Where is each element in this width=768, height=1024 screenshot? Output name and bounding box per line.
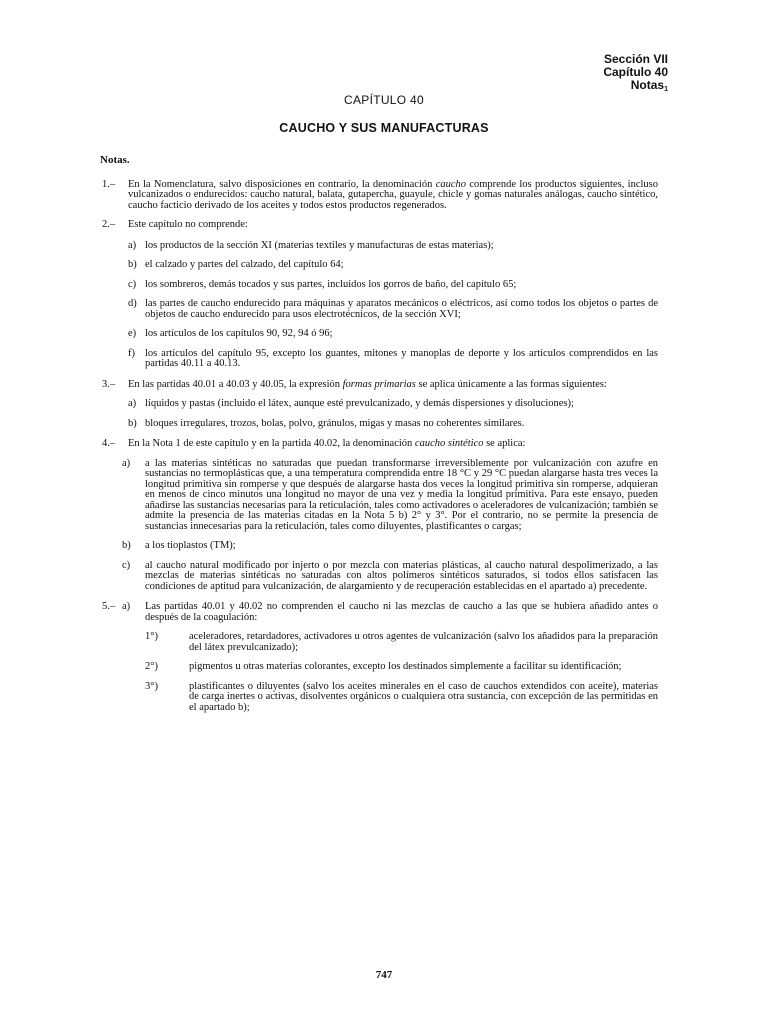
item-letter: c) <box>128 278 137 290</box>
note-3 <box>100 380 658 391</box>
list-item <box>100 459 658 533</box>
note-emphasis: caucho <box>435 178 467 190</box>
header-chapter: Capítulo 40 <box>603 65 668 79</box>
note-text: Las partidas 40.01 y 40.02 no comprenden el caucho ni las mezclas de caucho a las que se hubiera añadido antes o después de la coagulación: <box>145 601 658 623</box>
note-number: 1.– <box>102 178 116 190</box>
item-text: a las materias sintéticas no saturadas que puedan transformarse irreversiblemente por vulcanización con azufre en sustancias no termoplásticas que, a una temperatura comprendida entre 18 °C y 29 °C puedan alargarse hasta tres veces la longitud primitiva sin romperse y que después de alargarse hasta dos veces la longitud primitiva sin romperse, adquieran en menos de cinco minutos una longitud no mayor de una vez y media la longitud primitiva. Para este ensayo, pueden añadirse las sustancias necesarias para la reticulación, tales como activadores o aceleradores de vulcanización; también se admite la presencia de las materias citadas en la Nota 5 b) 2° y 3°. Por el contrario, no se permite la presencia de sustancias innecesarias para la reticulación, tales como diluyentes, plastificantes o cargas; <box>145 457 658 532</box>
note-number: 5.– <box>102 601 116 612</box>
list-item <box>128 419 658 430</box>
item-text: al caucho natural modificado por injerto o por mezcla con materias plásticas, al caucho natural despolimerizado, a las mezclas de materias sintéticas no saturadas con altos polímeros sintéticos saturados, si todos ellos satisfacen las condiciones de aptitud para vulcanización, de alargamiento y de recuperación establecidas en el apartado a) precedente. <box>145 559 658 592</box>
item-text: las partes de caucho endurecido para máquinas y aparatos mecánicos o eléctricos, así como todos los objetos o partes de objetos de caucho endurecido para usos electrotécnicos, de la sección XVI; <box>145 298 658 320</box>
note-5 <box>100 602 658 623</box>
item-text: el calzado y partes del calzado, del capítulo 64; <box>145 259 344 270</box>
list-item <box>128 299 658 320</box>
chapter-label: CAPÍTULO 40 <box>344 93 424 107</box>
list-item <box>128 241 658 252</box>
item-text: aceleradores, retardadores, activadores u otros agentes de vulcanización (salvo los añadidos para la preparación del látex prevulcanizado); <box>189 631 658 653</box>
list-item <box>145 682 658 714</box>
list-item <box>100 561 658 593</box>
note-text: En la Nota 1 de este capítulo y en la partida 40.02, la denominación caucho sintético se aplica: <box>128 438 526 449</box>
item-letter: b) <box>128 417 137 429</box>
item-ordinal: 2°) <box>145 661 158 672</box>
running-header <box>603 53 668 96</box>
note-text: En la Nomenclatura, salvo disposiciones en contrario, la denominación caucho comprende los productos siguientes, incluso vulcanizados o endurecidos: caucho natural, balata, gutapercha, guayule, chicle y gomas naturales análogas, caucho sintético, caucho facticio derivado de los aceites y todos estos productos regenerados. <box>128 178 658 211</box>
item-text: los productos de la sección XI (materias textiles y manufacturas de estas materias); <box>145 239 494 251</box>
note-number: 2.– <box>102 219 116 230</box>
list-item <box>100 541 658 552</box>
item-letter: b) <box>128 259 137 270</box>
note-text: Este capítulo no comprende: <box>128 219 248 230</box>
item-text: los sombreros, demás tocados y sus partes, incluidos los gorros de baño, del capítulo 65; <box>145 278 517 290</box>
item-text: bloques irregulares, trozos, bolas, polvo, gránulos, migas y masas no coherentes similares. <box>145 417 525 429</box>
note-number: 3.– <box>102 378 116 390</box>
item-letter: e) <box>128 328 137 339</box>
list-item <box>128 280 658 291</box>
header-notes-subscript: 1 <box>664 86 668 93</box>
item-letter: a) <box>128 239 137 251</box>
note-4 <box>100 439 658 450</box>
item-text: líquidos y pastas (incluido el látex, aunque esté prevulcanizado, y demás dispersiones y disoluciones); <box>145 398 574 409</box>
item-letter: c) <box>122 559 131 571</box>
item-text: plastificantes o diluyentes (salvo los aceites minerales en el caso de cauchos extendidos con aceite), materias de carga inertes o activas, disolventes orgánicos o cualquiera otra sustancia, con excepción de las permitidas en el apartado b); <box>189 680 658 713</box>
list-item <box>128 349 658 370</box>
note-text: En las partidas 40.01 a 40.03 y 40.05, la expresión formas primarias se aplica únicamente a las formas siguientes: <box>128 378 607 390</box>
item-letter: f) <box>128 347 135 359</box>
list-item <box>128 399 658 410</box>
header-notes: Notas$_1$ <box>630 78 668 93</box>
note-number: 4.– <box>102 438 116 449</box>
list-item <box>145 632 658 653</box>
item-text: pigmentos u otras materias colorantes, excepto los destinados simplemente a facilitar su identificación; <box>189 661 622 672</box>
note-emphasis: caucho sintético <box>414 438 484 449</box>
header-section: Sección VII <box>603 52 668 66</box>
item-text: los artículos del capítulo 95, excepto los guantes, mitones y manoplas de deporte y los artículos comprendidos en las partidas 40.11 a 40.13. <box>145 347 658 369</box>
notes-body <box>100 155 658 713</box>
item-ordinal: 1°) <box>145 631 158 642</box>
item-letter: a) <box>122 601 131 612</box>
chapter-title: CAUCHO Y SUS MANUFACTURAS <box>279 121 489 135</box>
item-ordinal: 3°) <box>145 680 158 692</box>
list-item <box>128 260 658 271</box>
list-item <box>128 329 658 340</box>
list-item <box>145 662 658 673</box>
note-emphasis: formas primarias <box>342 378 416 390</box>
item-letter: d) <box>128 298 137 309</box>
item-letter: a) <box>122 457 131 469</box>
notes-heading: Notas. <box>100 154 130 166</box>
item-text: los artículos de los capítulos 90, 92, 94 ó 96; <box>145 328 333 339</box>
item-text: a los tioplastos (TM); <box>145 540 236 551</box>
note-2 <box>100 220 658 231</box>
item-letter: a) <box>128 398 137 409</box>
item-letter: b) <box>122 540 131 551</box>
page-number: 747 <box>375 969 393 981</box>
note-1 <box>100 180 658 212</box>
